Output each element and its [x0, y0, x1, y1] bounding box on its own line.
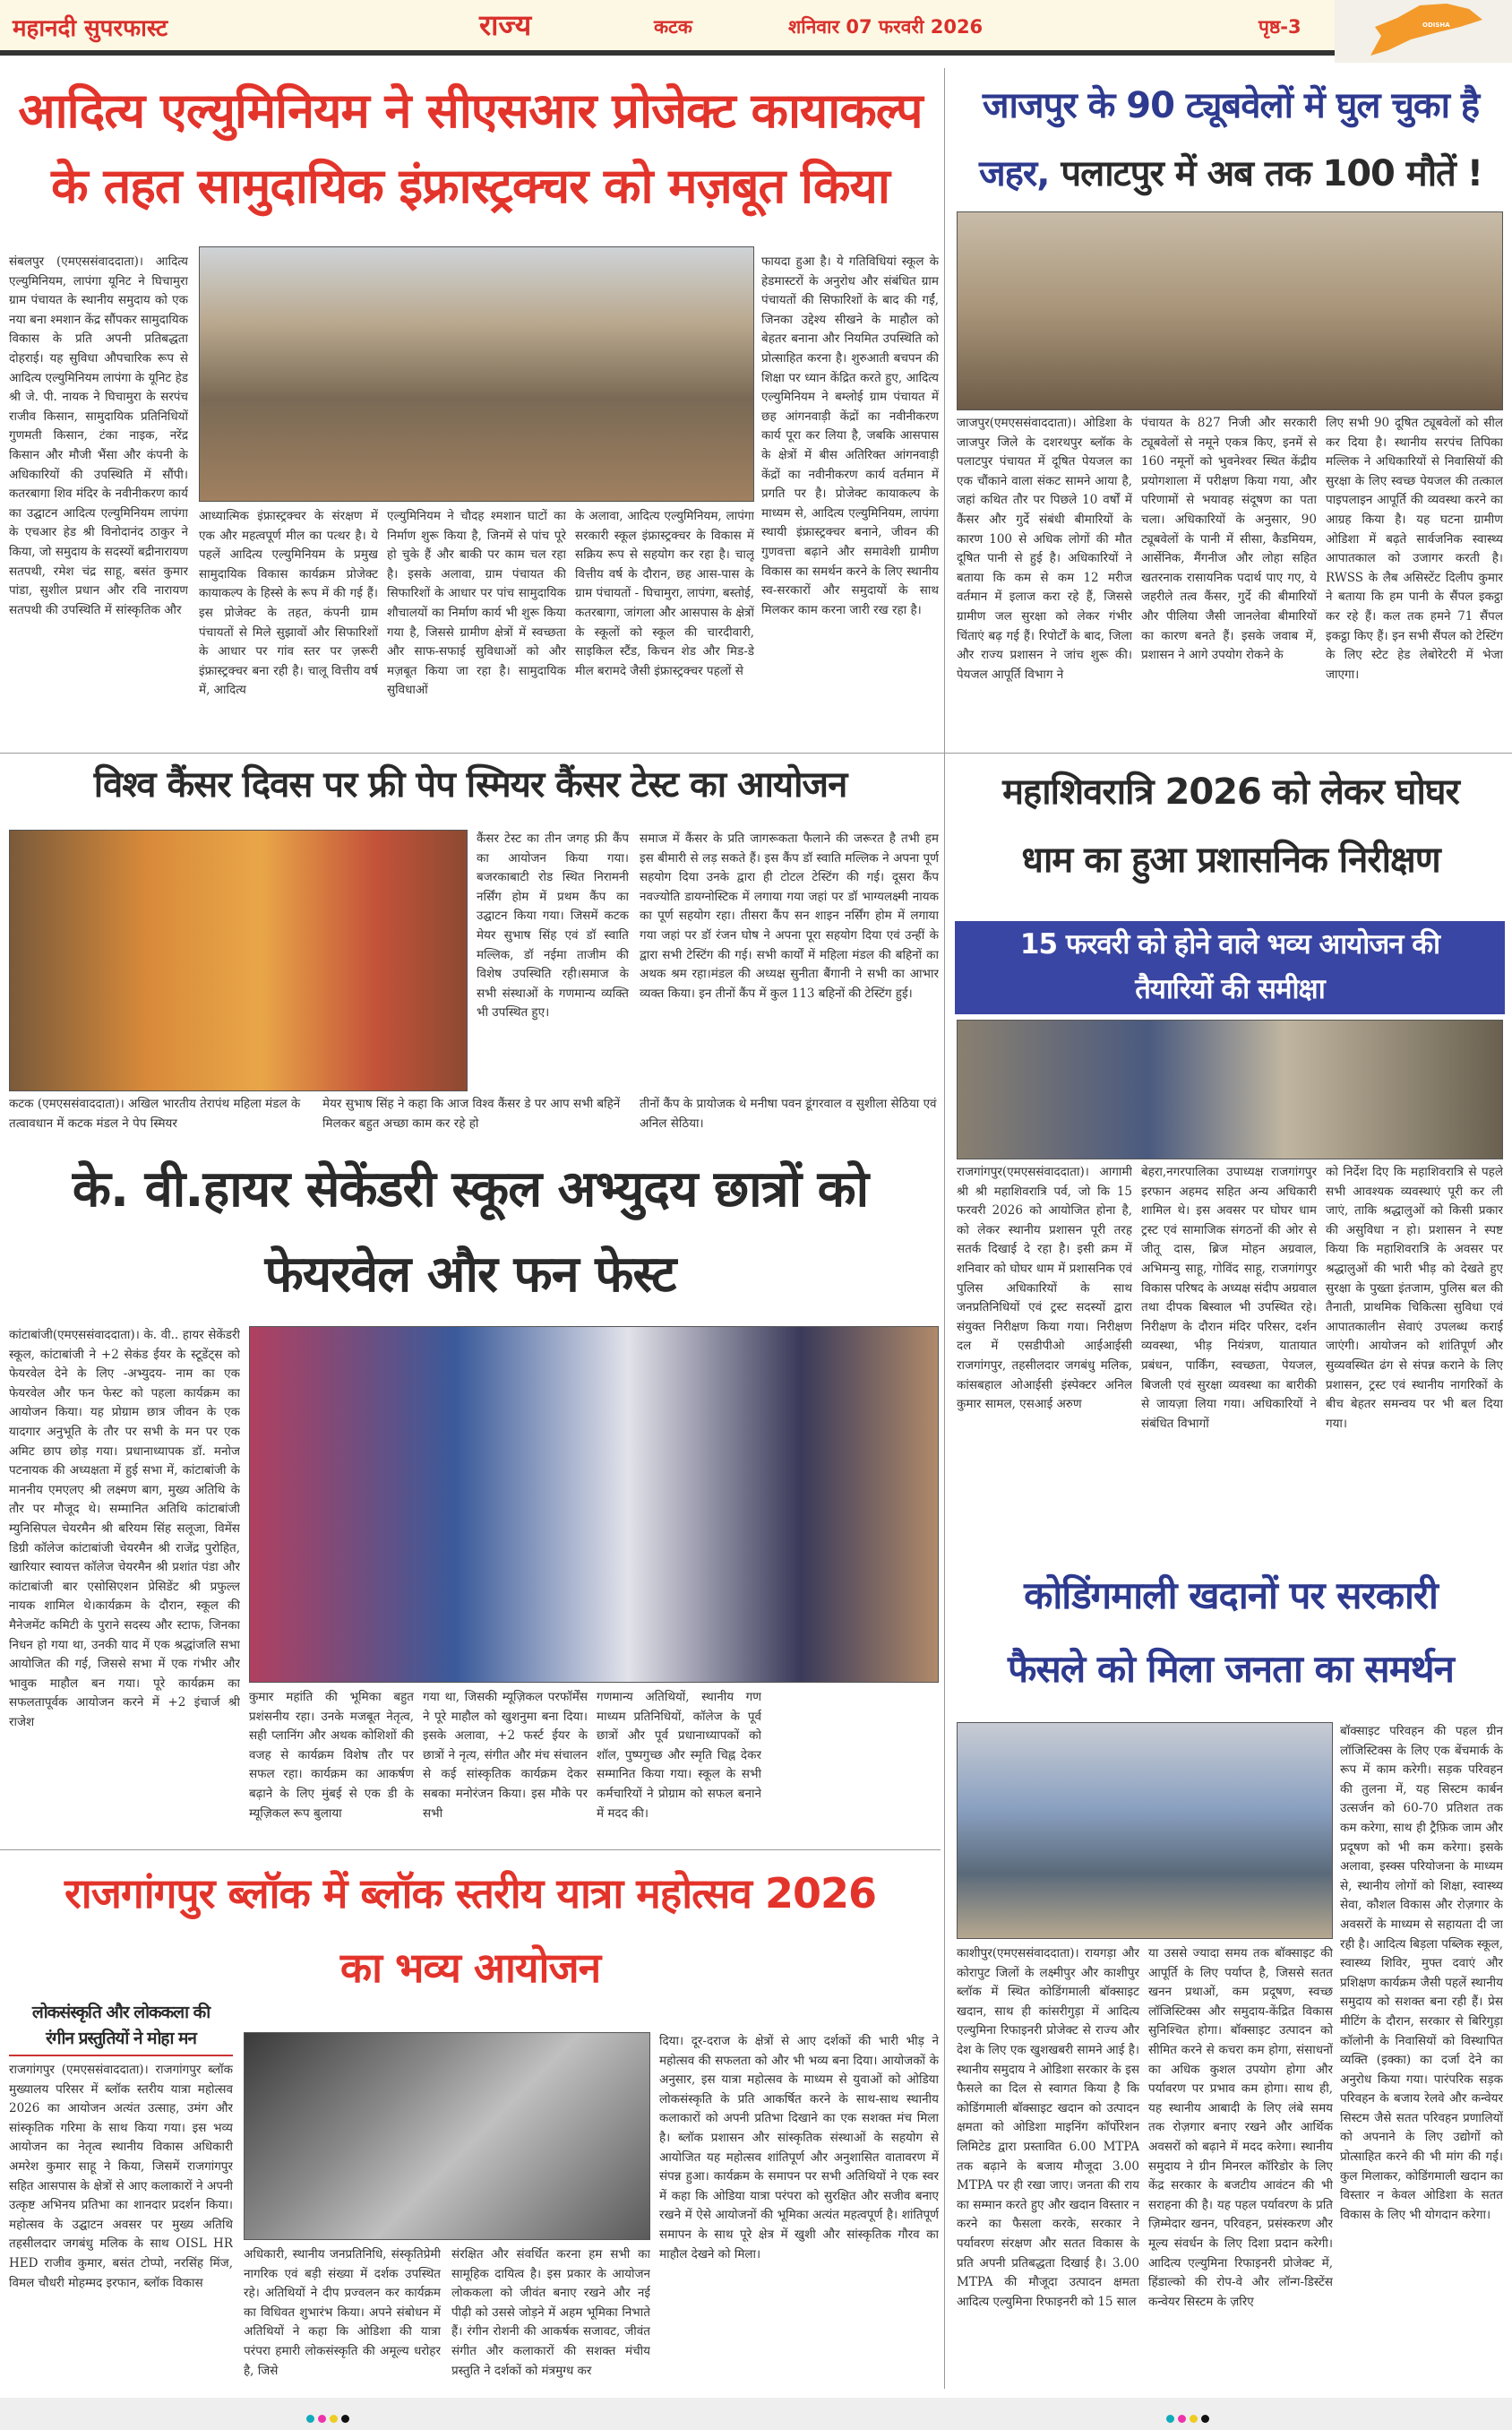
- article1-col4: के अलावा, आदित्य एल्युमिनियम, लापंगा सरकारी स्कूल इंफ्रास्ट्रक्चर के विकास में सक्रिय रूप से सहयोग कर रहा है। चालू वित्तीय वर्ष के दौरान, छह आस-पास के ग्राम पंचायतों - घिचामुरा, लापंगा, बस्तोई, कतरबागा, जांगला और आसपास के क्षेत्रों के स्कूलों को स्कूल की चारदीवारी, साइकिल स्टैंड, किचन शेड और मिड-डे मील बरामदे जैसी इंफ्रास्ट्रक्चर पहलों से: [575, 509, 754, 678]
- odisha-map-icon: [1335, 0, 1512, 63]
- article4-subhead-box: [955, 921, 1505, 1014]
- article2-col2: पंचायत के 827 निजी और सरकारी ट्यूबवेलों से नमूने एकत्र किए, इनमें से 160 नमूनों को भुवनेश्वर स्थित केंद्रीय प्रयोगशाला में परीक्षण किया गया, और परिणामों से भयावह संदूषण का पता चला। अधिकारियों के अनुसार, 90 ट्यूबवेलों के पानी में सीसा, कैडमियम, आर्सेनिक, मैंगनीज और लोहा सहित खतरनाक रासायनिक पदार्थ पाए गए, ये जहरीले तत्व कैंसर, गुर्दे की बीमारियों और पीलिया जैसी जानलेवा बीमारियों का कारण बनते हैं। इसके जवाब में, प्रशासन ने आगे उपयोग रोकने के: [1141, 416, 1317, 663]
- section-name: राज्य: [479, 8, 532, 42]
- article1-col1: संबलपुर (एमएससंवाददाता)। आदित्य एल्युमिनियम, लापंगा यूनिट ने घिचामुरा ग्राम पंचायत के स्थानीय समुदाय को एक नया बना श्मशान केंद्र सौंपकर सामुदायिक विकास के प्रति अपनी प्रतिबद्धता दोहराई। यह सुविधा औपचारिक रूप से आदित्य एल्युमिनियम लापंगा के यूनिट हेड श्री जे. पी. नायक ने घिचामुरा के सरपंच राजीव किसान, सामुदायिक प्रतिनिधियों गुणमती किसान, टंका नाइक, नरेंद्र किसान और मौजी भैंसा और कंपनी के अधिकारियों की उपस्थिति में सौंपी। कतरबागा शिव मंदिर के नवीनीकरण कार्य का उद्घाटन आदित्य एल्युमिनियम लापंगा के एचआर हेड श्री विनोदानंद ठाकुर ने किया, जो समुदाय के सदस्यों बद्रीनारायण सतपथी, रमेश चंद्र साहू, बसंत कुमार पांडा, सुशील प्रधान और रवि नारायण सतपथी की उपस्थिति में सांस्कृतिक और: [9, 254, 188, 617]
- article7-col3: संरक्षित और संवर्धित करना हम सभी का सामूहिक दायित्व है। इस प्रकार के आयोजन लोककला को जीवंत बनाए रखने और नई पीढ़ी को उससे जोड़ने में अहम भूमिका निभाते हैं। रंगीन रोशनी की आकर्षक सजावट, जीवंत संगीत और कलाकारों की सशक्त मंचीय प्रस्तुति ने दर्शकों को मंत्रमुग्ध कर: [451, 2247, 650, 2378]
- article2-photo: [957, 211, 1503, 410]
- article3-caption2: मेयर सुभाष सिंह ने कहा कि आज विश्व कैंसर डे पर आप सभी बहिनें मिलकर बहुत अच्छा काम कर रहे हो: [322, 1097, 621, 1131]
- footer-bar: [0, 2398, 1512, 2430]
- column-divider: [944, 68, 945, 2389]
- subhead-line: रंगीन प्रस्तुतियों ने मोहा मन: [46, 2028, 196, 2048]
- divider: [0, 753, 1512, 754]
- article6-col1: काशीपुर(एमएससंवाददाता)। रायगड़ा और कोरापुट जिलों के लक्ष्मीपुर और काशीपुर ब्लॉक में स्थित कोडिंगमाली बॉक्साइट खदान, साथ ही कांसरीगुड़ा में आदित्य एल्युमिना रिफाइनरी प्रोजेक्ट से राज्य और देश के लिए एक खुशखबरी सामने आई है। स्थानीय समुदाय ने ओडिशा सरकार के इस फैसले का दिल से स्वागत किया है कि कोडिंगमाली बॉक्साइट खदान को उत्पादन क्षमता को ओडिशा माइनिंग कॉर्पोरेशन लिमिटेड द्वारा प्रस्तावित 6.00 MTPA तक बढ़ाने के बजाय मौजूदा 3.00 MTPA पर ही रखा जाए। जनता की राय का सम्मान करते हुए और खदान विस्तार न करने का फैसला करके, सरकार ने पर्यावरण संरक्षण और सतत विकास के प्रति अपनी प्रतिबद्धता दिखाई है। 3.00 MTPA की मौजूदा उत्पादन क्षमता आदित्य एल्युमिना रिफाइनरी को 15 साल: [957, 1946, 1139, 2309]
- issue-date: शनिवार 07 फरवरी 2026: [788, 16, 984, 38]
- article1-col5: फायदा हुआ है। ये गतिविधियां स्कूल के हेडमास्टरों के अनुरोध और संबंधित ग्राम पंचायतों की सिफारिशों के बाद की गईं, जिनका उद्देश्य सीखने के माहौल को बेहतर बनाना और नियमित उपस्थिति को प्रोत्साहित करना है। शुरुआती बचपन की शिक्षा पर ध्यान केंद्रित करते हुए, आदित्य एल्युमिनियम ने बम्लोई ग्राम पंचायत में छह आंगनवाड़ी केंद्रों का नवीनीकरण कार्य पूरा कर लिया है, जबकि आसपास के क्षेत्रों में बीस अतिरिक्त आंगनवाड़ी केंद्रों का नवीनीकरण कार्य वर्तमान में प्रगति पर है। प्रोजेक्ट कायाकल्प के माध्यम से, आदित्य एल्युमिनियम, लापंगा स्थायी इंफ्रास्ट्रक्चर बनाने, जीवन की गुणवत्ता बढ़ाने और समावेशी ग्रामीण विकास का समर्थन करने के लिए स्थानीय स्व-सरकारों और समुदायों के साथ मिलकर काम करना जारी रख रहा है।: [761, 254, 939, 617]
- article5-col1: कांटाबांजी(एमएससंवाददाता)। के. वी.. हायर सेकेंडरी स्कूल, कांटाबांजी ने +2 सेकंड ईयर के स्टूडेंट्स को फेयरवेल देने के लिए -अभ्युदय- नाम का एक फेयरवेल और फन फेस्ट को पहला कार्यक्रम का आयोजन किया। यह प्रोग्राम छात्र जीवन के एक यादगार अनुभूति के तौर पर सभी के मन पर एक अमिट छाप छोड़ गया। प्रधानाध्यापक डॉ. मनोज पटनायक की अध्यक्षता में हुई सभा में, कांटाबांजी के माननीय एमएलए श्री लक्ष्मण बाग, मुख्य अतिथि के तौर पर मौजूद थे। सम्मानित अतिथि कांटाबांजी म्युनिसिपल चेयरमैन श्री बरियम सिंह सलूजा, विमेंस डिग्री कॉलेज कांटाबांजी चेयरमैन श्री राजेंद्र पुरोहित, खारियार स्वायत्त कॉलेज चेयरमैन श्री प्रशांत पंडा और कांटाबांजी बार एसोसिएशन प्रेसिडेंट श्री प्रफुल्ल नायक शामिल थे।कार्यक्रम के दौरान, स्कूल की मैनेजमेंट कमिटी के पुराने सदस्य और स्टाफ, जिनका निधन हो गया था, उनकी याद में एक श्रद्धांजलि सभा आयोजित की गई, जिससे सभा में एक गंभीर और भावुक माहौल बन गया। पूरे कार्यक्रम का सफलतापूर्वक आयोजन करने में +2 इंचार्ज श्री राजेश: [9, 1328, 240, 1729]
- article4-headline: [949, 758, 1512, 894]
- article5-col3: गया था, जिसकी म्यूज़िकल परफॉर्मेंस ने पूरे माहौल को खुशनुमा बना दिया। इसके अलावा, +2 फर्स्ट ईयर के छात्रों ने नृत्य, संगीत और मंच संचालन से कई सांस्कृतिक कार्यक्रम देकर सबका मनोरंजन किया। इस मौके पर सभी: [423, 1690, 588, 1821]
- headline-line: धाम का हुआ प्रशासनिक निरीक्षण: [1021, 840, 1440, 881]
- article1-col3: एल्युमिनियम ने चौदह श्मशान घाटों का निर्माण शुरू किया है, जिनमें से पांच पूरे हो चुके हैं और बाकी पर काम चल रहा है। इसके अलावा, ग्राम पंचायत की सिफारिशों के आधार पर पांच सामुदायिक शौचालयों का निर्माण कार्य भी शुरू किया गया है, जिससे ग्रामीण क्षेत्रों में स्वच्छता और साफ-सफाई सुविधाओं को और मज़बूत किया जा रहा है। सामुदायिक सुविधाओं: [387, 509, 566, 698]
- article3-photo: [9, 830, 468, 1091]
- article5-photo: [249, 1326, 939, 1683]
- headline-line: पलाटपुर में अब तक 100 मौतें !: [1061, 153, 1483, 194]
- article3-col1: कैंसर टेस्ट का तीन जगह फ्री कैंप का आयोजन किया गया। बजरकाबाटी रोड स्थित निरामनी नर्सिंग होम में प्रथम कैंप का उद्घाटन किया गया। जिसमें कटक मेयर सुभाष सिंह एवं डॉ स्वाति मल्लिक, डॉ नईमा ताजीम की विशेष उपस्थिति रही।समाज के सभी संस्थाओं के गणमान्य व्यक्ति भी उपस्थित हुए।: [477, 832, 629, 1021]
- color-registration-dots: [305, 2409, 351, 2426]
- article7-col4: दिया। दूर-दराज के क्षेत्रों से आए दर्शकों की भारी भीड़ ने महोत्सव की सफलता को और भी भव्य बना दिया। आयोजकों के अनुसार, इस यात्रा महोत्सव के माध्यम से युवाओं को ओडिया लोकसंस्कृति के प्रति आकर्षित करने के साथ-साथ स्थानीय कलाकारों को अपनी प्रतिभा दिखाने का एक सशक्त मंच मिला है। ब्लॉक प्रशासन और सांस्कृतिक संस्थाओं के सहयोग से आयोजित यह महोत्सव शांतिपूर्ण और अनुशासित वातावरण में संपन्न हुआ। कार्यक्रम के समापन पर सभी अतिथियों ने एक स्वर में कहा कि ओडिया यात्रा परंपरा को सुरक्षित और सजीव बनाए रखने में ऐसे आयोजनों की भूमिका अत्यंत महत्वपूर्ण है। शांतिपूर्ण समापन के साथ पूरे क्षेत्र में खुशी और सांस्कृतिक गौरव का माहौल देखने को मिला।: [659, 2034, 939, 2262]
- article6-col2: या उससे ज्यादा समय तक बॉक्साइट की आपूर्ति के लिए पर्याप्त है, जिससे सतत खनन प्रथाओं, कम प्रदूषण, स्वच्छ लॉजिस्टिक्स और समुदाय-केंद्रित विकास सुनिश्चित होगा। बॉक्साइट उत्पादन को सीमित करने से कचरा कम होगा, संसाधनों का अधिक कुशल उपयोग होगा और पर्यावरण पर प्रभाव कम होगा। साथ ही, यह स्थानीय आबादी के लिए लंबे समय तक रोज़गार बनाए रखने और आर्थिक अवसरों को बढ़ाने में मदद करेगा। स्थानीय समुदाय ने ग्रीन मिनरल कॉरिडोर के लिए केंद्र सरकार के बजटीय आवंटन की भी सराहना की है। यह पहल पर्यावरण के प्रति ज़िम्मेदार खनन, परिवहन, प्रसंस्करण और मूल्य संवर्धन के लिए दिशा प्रदान करेगी। आदित्य एल्युमिना रिफाइनरी प्रोजेक्ट में, हिंडाल्को की रोप-वे और लॉन्ग-डिस्टेंस कन्वेयर सिस्टम के ज़रिए: [1148, 1946, 1333, 2309]
- article4-photo: [957, 1020, 1503, 1159]
- article7-photo: [244, 2032, 650, 2240]
- article2-headline: [949, 72, 1512, 208]
- article1-photo: [199, 246, 754, 502]
- article4-col3: को निर्देश दिए कि महाशिवरात्रि से पहले सभी आवश्यक व्यवस्थाएं पूरी कर ली जाएं, ताकि श्रद्धालुओं को किसी प्रकार की असुविधा न हो। प्रशासन ने स्पष्ट किया कि महाशिवरात्रि के अवसर पर श्रद्धालुओं की भारी भीड़ को देखते हुए सुरक्षा के पुख्ता इंतजाम, पुलिस बल की तैनाती, प्राथमिक चिकित्सा सुविधा एवं आपातकालीन सेवाएं उपलब्ध कराई जाएंगी। आयोजन को शांतिपूर्ण और सुव्यवस्थित ढंग से संपन्न कराने के लिए प्रशासन, ट्रस्ट एवं स्थानीय नागरिकों के बीच बेहतर समन्वय पर भी बल दिया गया।: [1326, 1165, 1503, 1431]
- headline-line: फैसले को मिला जनता का समर्थन: [1008, 1646, 1454, 1691]
- subhead-line: तैयारियों की समीक्षा: [1135, 972, 1325, 1005]
- headline-line: राजगांगपुर ब्लॉक में ब्लॉक स्तरीय यात्रा महोत्सव 2026: [64, 1869, 877, 1917]
- article7-subhead: [9, 2000, 233, 2056]
- article6-col-right: बॉक्साइट परिवहन की पहल ग्रीन लॉजिस्टिक्स के लिए एक बेंचमार्क के रूप में काम करेगी। सड़क परिवहन की तुलना में, यह सिस्टम कार्बन उत्सर्जन को 60-70 प्रतिशत तक कम करेगा, साथ ही ट्रैफ़िक जाम और प्रदूषण को भी कम करेगा। इसके अलावा, इस्क्स परियोजना के माध्यम से, स्थानीय लोगों को शिक्षा, स्वास्थ्य सेवा, कौशल विकास और रोज़गार के अवसरों के माध्यम से सहायता दी जा रही है। आदित्य बिड़ला पब्लिक स्कूल, स्वास्थ्य शिविर, मुफ्त दवाएं और प्रशिक्षण कार्यक्रम जैसी पहलें स्थानीय समुदाय को सशक्त बना रही हैं। प्रेस मीटिंग के दौरान, सरकार से बिरिगुड़ा कॉलोनी के निवासियों को विस्थापित व्यक्ति (इक्का) का दर्जा देने का अनुरोध किया गया। पारंपरिक सड़क परिवहन के बजाय रेलवे और कन्वेयर सिस्टम जैसे सतत परिवहन प्रणालियों को अपनाने के लिए उद्योगों को प्रोत्साहित करने की भी मांग की गई। कुल मिलाकर, कोडिंगमाली खदान का विस्तार न केवल ओडिशा के सतत विकास के लिए भी योगदान करेगा।: [1340, 1724, 1503, 2222]
- headline-line: जहर,: [978, 153, 1050, 194]
- divider: [0, 1849, 941, 1850]
- color-registration-dots: [1164, 2409, 1211, 2426]
- article1-headline: [0, 73, 941, 223]
- article6-headline: [949, 1559, 1512, 1706]
- paper-name: महानदी सुपरफास्ट: [13, 15, 168, 42]
- article7-col2: अधिकारी, स्थानीय जनप्रतिनिधि, संस्कृतिप्रेमी नागरिक एवं बड़ी संख्या में दर्शक उपस्थित रहे। अतिथियों ने दीप प्रज्वलन कर कार्यक्रम का विधिवत शुभारंभ किया। अपने संबोधन में अतिथियों ने कहा कि ओडिशा की यात्रा परंपरा हमारी लोकसंस्कृति की अमूल्य धरोहर है, जिसे: [244, 2247, 441, 2378]
- article3-col2: समाज में कैंसर के प्रति जागरूकता फैलाने की जरूरत है तभी हम इस बीमारी से लड़ सकते हैं। इस कैंप डॉ स्वाति मल्लिक ने अपना पूर्ण सहयोग दिया उनके द्वारा ही टोटल टेस्टिंग की गई। दूसरा कैंप नवज्योति डायग्नोस्टिक में लगाया गया जहां पर डॉ भाग्यलक्ष्मी नायक का पूर्ण सहयोग रहा। तीसरा कैंप सन शाइन नर्सिंग होम में लगाया गया जहां पर डॉ रंजन घोष ने अपना पूरा सहयोग दिया एवं उन्हीं के द्वारा सभी टेस्टिंग की गई। सभी कार्यों में महिला मंडल की बहिनों का अथक श्रम रहा।मंडल की अध्यक्ष सुनीता बैंगानी ने सभी का आभार व्यक्त किया। इन तीनों कैंप में कुल 113 बहिनों की टेस्टिंग हुई।: [640, 832, 939, 1001]
- article3-caption3: तीनों कैंप के प्रायोजक थे मनीषा पवन डूंगरवाल व सुशीला सेठिया एवं अनिल सेठिया।: [640, 1097, 937, 1131]
- headline-line: जाजपुर के 90 ट्यूबवेलों में घुल चुका है: [982, 85, 1480, 126]
- article3-headline: विश्व कैंसर दिवस पर फ्री पेप स्मियर कैंसर टेस्ट का आयोजन: [93, 764, 847, 806]
- headline-line: महाशिवरात्रि 2026 को लेकर घोघर: [1002, 771, 1459, 813]
- article4-col1: राजगांगपुर(एमएससंवाददाता)। आगामी श्री श्री महाशिवरात्रि पर्व, जो कि 15 फरवरी 2026 को आयोजित होना है, को लेकर स्थानीय प्रशासन पूरी तरह सतर्क दिखाई दे रहा है। इसी क्रम में शनिवार को घोघर धाम में प्रशासनिक एवं पुलिस अधिकारियों के साथ जनप्रतिनिधियों एवं ट्रस्ट सदस्यों द्वारा संयुक्त निरीक्षण किया गया। निरीक्षण दल में एसडीपीओ आईआईसी राजगांगपुर, तहसीलदार जगबंधु मलिक, कांसबहाल ओआईसी इंस्पेक्टर अनिल कुमार सामल, एसआई अरुण: [957, 1165, 1132, 1412]
- map-label: ODISHA: [1422, 22, 1450, 29]
- headline-line: के तहत सामुदायिक इंफ्रास्ट्रक्चर को मज़बूत किया: [51, 157, 889, 214]
- article5-headline: [0, 1147, 941, 1317]
- article7-headline: [0, 1857, 941, 2005]
- headline-line: फेयरवेल और फन फेस्ट: [264, 1245, 676, 1305]
- masthead-bar: [0, 0, 1335, 56]
- subhead-line: लोकसंस्कृति और लोककला की: [31, 2003, 210, 2022]
- city-name: कटक: [654, 16, 692, 38]
- article6-photo: [957, 1722, 1333, 1939]
- subhead-line: 15 फरवरी को होने वाले भव्य आयोजन की: [1019, 928, 1440, 961]
- article7-col1: राजगांगपुर (एमएससंवाददाता)। राजगांगपुर ब्लॉक मुख्यालय परिसर में ब्लॉक स्तरीय यात्रा महोत्सव 2026 का आयोजन अत्यंत उत्साह, उमंग और सांस्कृतिक गरिमा के साथ किया गया। इस भव्य आयोजन का नेतृत्व स्थानीय विकास अधिकारी अमरेश कुमार साहू ने किया, जिसमें राजगांगपुर सहित आसपास के क्षेत्रों से आए कलाकारों ने अपनी उत्कृष्ट अभिनय प्रतिभा का शानदार प्रदर्शन किया। महोत्सव के उद्घाटन अवसर पर मुख्य अतिथि तहसीलदार जगबंधु मलिक के साथ OISL HR HED राजीव कुमार, बसंत टोप्पो, नरसिंह मिंज, विमल चौधरी मोहम्मद इरफान, ब्लॉक विकास: [9, 2063, 233, 2290]
- article4-col2: बेहरा,नगरपालिका उपाध्यक्ष राजगांगपुर इरफान अहमद सहित अन्य अधिकारी शामिल थे। इस अवसर पर घोघर धाम ट्रस्ट एवं सामाजिक संगठनों की ओर से जीतू दास, ब्रिज मोहन अग्रवाल, अभिमन्यु साहू, गोविंद साहू, राजगांगपुर विकास परिषद के अध्यक्ष संदीप अग्रवाल तथा दीपक बिस्वाल भी उपस्थित रहे। निरीक्षण के दौरान मंदिर परिसर, दर्शन व्यवस्था, भीड़ नियंत्रण, यातायात प्रबंधन, पार्किंग, स्वच्छता, पेयजल, बिजली एवं सुरक्षा व्यवस्था का बारीकी से जायज़ा लिया गया। अधिकारियों ने संबंधित विभागों: [1141, 1165, 1317, 1431]
- headline-line: आदित्य एल्युमिनियम ने सीएसआर प्रोजेक्ट कायाकल्प: [18, 82, 923, 139]
- headline-line: का भव्य आयोजन: [339, 1943, 601, 1992]
- headline-line: कोडिंगमाली खदानों पर सरकारी: [1024, 1573, 1438, 1617]
- article2-col3: लिए सभी 90 दूषित ट्यूबवेलों को सील कर दिया है। स्थानीय सरपंच तिपिका मल्लिक ने अधिकारियों से निवासियों की सुरक्षा के लिए स्वच्छ पेयजल की तत्काल पाइपलाइन आपूर्ति की व्यवस्था करने का आग्रह किया है। यह घटना ग्रामीण ओडिशा में बढ़ते सार्वजनिक स्वास्थ्य आपातकाल को उजागर करती है। RWSS के लैब असिस्टेंट दिलीप कुमार ने बताया कि हम पानी के सैंपल इकट्ठा कर रहे हैं। कल तक हमने 71 सैंपल इकट्ठा किए हैं। इन सभी सैंपल को टेस्टिंग के लिए स्टेट हेड लेबोरेटरी में भेजा जाएगा।: [1326, 416, 1503, 682]
- page-number: पृष्ठ-3: [1259, 16, 1302, 38]
- article1-col2: आध्यात्मिक इंफ्रास्ट्रक्चर के संरक्षण में एक और महत्वपूर्ण मील का पत्थर है। ये पहलें आदित्य एल्युमिनियम के प्रमुख सामुदायिक विकास कार्यक्रम प्रोजेक्ट कायाकल्प के हिस्से के रूप में की गई हैं। इस प्रोजेक्ट के तहत, कंपनी ग्राम पंचायतों से मिले सुझावों और सिफारिशों के आधार पर गांव स्तर पर ज़रूरी इंफ्रास्ट्रक्चर बना रही है। चालू वित्तीय वर्ष में, आदित्य: [199, 509, 378, 698]
- article5-col2: कुमार महांति की भूमिका बहुत प्रशंसनीय रहा। उनके मजबूत नेतृत्व, सही प्लानिंग और अथक कोशिशों की वजह से कार्यक्रम विशेष तौर पर सफल रहा। कार्यक्रम का आकर्षण बढ़ाने के लिए मुंबई से एक डी के म्यूज़िकल रूप बुलाया: [249, 1690, 414, 1821]
- headline-line: के. वी.हायर सेकेंडरी स्कूल अभ्युदय छात्रों को: [72, 1160, 869, 1219]
- article5-col4: गणमान्य अतिथियों, स्थानीय गण माध्यम प्रतिनिधियों, कॉलेज के पूर्व छात्रों और पूर्व प्रधानाध्यापकों को शॉल, पुष्पगुच्छ और स्मृति चिह्न देकर सम्मानित किया गया। स्कूल के सभी कर्मचारियों ने प्रोग्राम को सफल बनाने में मदद की।: [597, 1690, 761, 1821]
- article2-col1: जाजपुर(एमएससंवाददाता)। ओडिशा के जाजपुर जिले के दशरथपुर ब्लॉक के पलाटपुर पंचायत में दूषित पेयजल का एक चौंकाने वाला संकट सामने आया है, जहां कथित तौर पर पिछले 10 वर्षों में कैंसर और गुर्दे संबंधी बीमारियों के कारण 100 से अधिक लोगों की मौत दूषित पानी से हुई है। अधिकारियों ने बताया कि कम से कम 12 मरीज वर्तमान में इलाज करा रहे हैं, जिससे ग्रामीण जल सुरक्षा को लेकर गंभीर चिंताएं बढ़ गई हैं। रिपोर्टों के बाद, जिला और राज्य प्रशासन ने जांच शुरू की। पेयजल आपूर्ति विभाग ने: [957, 416, 1132, 682]
- article3-caption1: कटक (एमएससंवाददाता)। अखिल भारतीय तेरापंथ महिला मंडल के तत्वावधान में कटक मंडल ने पेप स्मियर: [9, 1097, 301, 1131]
